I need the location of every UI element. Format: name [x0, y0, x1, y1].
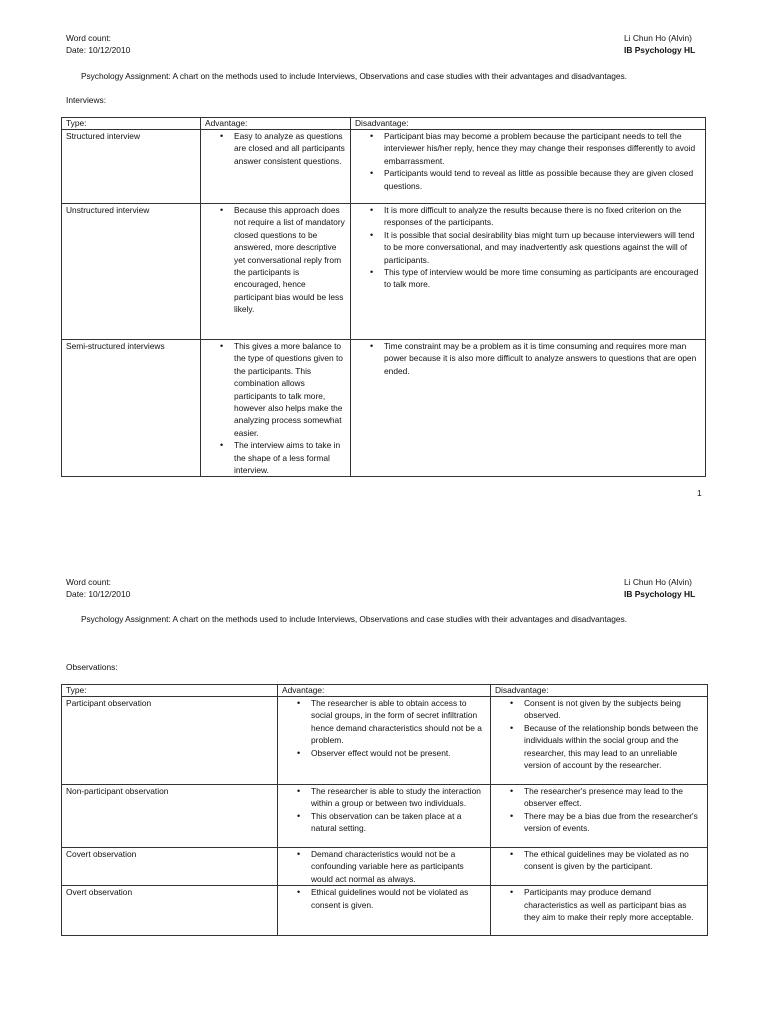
row-advantages: [278, 848, 491, 886]
list-item: • This gives a more balance to the type of questions given to the participants. This combination allows participants to talk more, however also helps make the analyzing process somewhat easier.: [205, 340, 346, 439]
observations-table: [61, 684, 708, 936]
assignment-title: Psychology Assignment: A chart on the methods used to include Interviews, Observations and case studies with their advantages and disadvantages.: [81, 71, 627, 81]
list-item: • Time constraint may be a problem as it is time consuming and requires more man power because it is also more difficult to analyze answers to questions that are open ended.: [355, 340, 701, 377]
section-title-interviews: Interviews:: [66, 95, 107, 105]
row-type: Unstructured interview: [62, 204, 201, 340]
table-row: [62, 886, 708, 936]
row-disadvantages: [491, 697, 708, 785]
row-type: Structured interview: [62, 130, 201, 204]
list-item: • It is more difficult to analyze the results because there is no fixed criterion on the responses of the participants.: [355, 204, 701, 229]
row-advantages: [201, 204, 351, 340]
list-item: • The researcher is able to obtain access to social groups, in the form of secret infiltration hence demand characteristics should not be a problem.: [282, 697, 486, 747]
table-row: [62, 340, 706, 477]
list-item: • Because this approach does not require a list of mandatory closed questions to be answered, more descriptive yet conversational reply from the participants is encouraged, hence participant bias would be less likely.: [205, 204, 346, 316]
date-label: Date: 10/12/2010: [66, 589, 131, 599]
author-name: Li Chun Ho (Alvin): [624, 33, 692, 43]
course-name: IB Psychology HL: [624, 589, 696, 599]
header-right: [624, 576, 695, 600]
list-item: • It is possible that social desirability bias might turn up because interviewers will tend to be more conversational, and may inadvertently ask questions against the will of participants.: [355, 229, 701, 266]
header-advantage: Advantage:: [278, 685, 491, 697]
row-disadvantages: [491, 785, 708, 848]
list-item: • The researcher is able to study the interaction within a group or between two individuals.: [282, 785, 486, 810]
row-disadvantages: [491, 848, 708, 886]
list-item: • Observer effect would not be present.: [282, 747, 486, 759]
list-item: • Ethical guidelines would not be violated as consent is given.: [282, 886, 486, 911]
section-title-observations: Observations:: [66, 662, 118, 672]
list-item: • Participants would tend to reveal as little as possible because they are given closed questions.: [355, 167, 701, 192]
word-count-label: Word count:: [66, 577, 111, 587]
list-item: • The researcher's presence may lead to the observer effect.: [495, 785, 703, 810]
list-item: • Consent is not given by the subjects being observed.: [495, 697, 703, 722]
row-type: Covert observation: [62, 848, 278, 886]
list-item: • Participants may produce demand characteristics as well as participant bias as they aim to make their reply more acceptable.: [495, 886, 703, 923]
row-type: Non-participant observation: [62, 785, 278, 848]
table-row: [62, 697, 708, 785]
header-advantage: Advantage:: [201, 118, 351, 130]
row-type: Semi-structured interviews: [62, 340, 201, 477]
list-item: • There may be a bias due from the researcher's version of events.: [495, 810, 703, 835]
author-name: Li Chun Ho (Alvin): [624, 577, 692, 587]
list-item: • This type of interview would be more time consuming as participants are encouraged to talk more.: [355, 266, 701, 291]
course-name: IB Psychology HL: [624, 45, 696, 55]
table-row: [62, 204, 706, 340]
header-type: Type:: [62, 118, 201, 130]
list-item: • Easy to analyze as questions are closed and all participants answer consistent questions.: [205, 130, 346, 167]
list-item: • The interview aims to take in the shape of a less formal interview.: [205, 439, 346, 476]
list-item: • Participant bias may become a problem because the participant needs to tell the interviewer his/her reply, hence they may change their responses differently to avoid embarrassment.: [355, 130, 701, 167]
header-left: [66, 576, 130, 600]
header-left: [66, 32, 130, 56]
header-right: [624, 32, 695, 56]
interviews-table: [61, 117, 706, 477]
header-type: Type:: [62, 685, 278, 697]
row-advantages: [201, 130, 351, 204]
row-disadvantages: [491, 886, 708, 936]
list-item: • Because of the relationship bonds between the individuals within the social group and the researcher, this may lead to an unreliable version of account by the researcher.: [495, 722, 703, 772]
row-type: Participant observation: [62, 697, 278, 785]
header-disadvantage: Disadvantage:: [351, 118, 706, 130]
row-advantages: [278, 697, 491, 785]
table-header-row: [62, 118, 706, 130]
header-disadvantage: Disadvantage:: [491, 685, 708, 697]
page-number: 1: [697, 488, 702, 498]
row-disadvantages: [351, 340, 706, 477]
row-type: Overt observation: [62, 886, 278, 936]
list-item: • This observation can be taken place at a natural setting.: [282, 810, 486, 835]
assignment-title: Psychology Assignment: A chart on the methods used to include Interviews, Observations and case studies with their advantages and disadvantages.: [81, 614, 627, 624]
table-row: [62, 130, 706, 204]
date-label: Date: 10/12/2010: [66, 45, 131, 55]
list-item: • The ethical guidelines may be violated as no consent is given by the participant.: [495, 848, 703, 873]
table-row: [62, 848, 708, 886]
row-disadvantages: [351, 204, 706, 340]
row-advantages: [278, 785, 491, 848]
word-count-label: Word count:: [66, 33, 111, 43]
table-row: [62, 785, 708, 848]
row-advantages: [201, 340, 351, 477]
row-advantages: [278, 886, 491, 936]
table-header-row: [62, 685, 708, 697]
list-item: • Demand characteristics would not be a confounding variable here as participants would act normal as always.: [282, 848, 486, 885]
row-disadvantages: [351, 130, 706, 204]
